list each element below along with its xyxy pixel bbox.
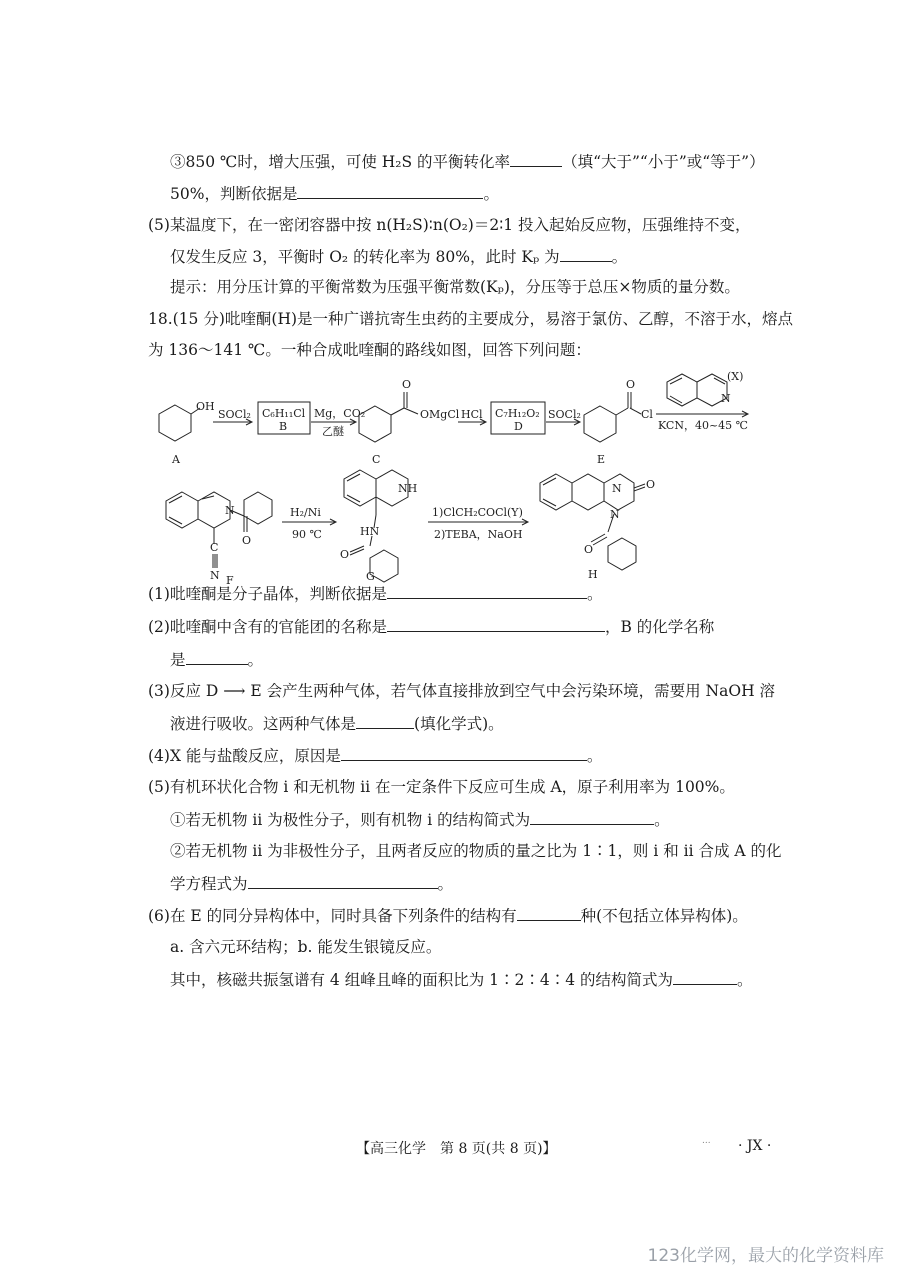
- q18-intro-line2: 为 136～141 ℃。一种合成吡喹酮的路线如图，回答下列问题：: [148, 341, 591, 359]
- q17-hint: 提示：用分压计算的平衡常数为压强平衡常数(Kₚ)，分压等于总压×物质的量分数。: [170, 278, 740, 296]
- q18-sub3-line2: 液进行吸收。这两种气体是 (填化学式)。: [170, 712, 504, 735]
- page-footer: 【高三化学 第 8 页(共 8 页)】: [356, 1141, 557, 1157]
- box-B-formula: C₆H₁₁Cl: [262, 407, 306, 420]
- q18-sub1: (1)吡喹酮是分子晶体，判断依据是 。: [148, 582, 602, 605]
- label-n-H-1: N: [612, 482, 622, 495]
- label-o-H: O: [584, 543, 594, 556]
- answer-blank[interactable]: [560, 245, 612, 262]
- q18-sub6-line1: (6)在 E 的同分异构体中，同时具备下列条件的结构有 种(不包括立体异构体)。: [148, 904, 748, 927]
- reagent-hcl: HCl: [461, 408, 483, 421]
- label-c-F: C: [210, 541, 219, 554]
- q17-part3-line1: ③850 ℃时，增大压强，可使 H₂S 的平衡转化率 （填“大于”“小于”或“等于”）: [170, 150, 765, 173]
- footer-code: · JX ·: [738, 1138, 772, 1154]
- label-F: F: [226, 574, 234, 585]
- q18-sub5: (5)有机环状化合物 ⅰ 和无机物 ⅱ 在一定条件下反应可生成 A，原子利用率为 100%。: [148, 778, 735, 796]
- reagent-h2ni: H₂/Ni: [290, 506, 321, 519]
- reagent-step2: 2)TEBA，NaOH: [434, 528, 523, 541]
- ring-H-benzo: [540, 474, 572, 510]
- ring-F-benzo: [166, 492, 198, 528]
- label-nh-G: NH: [398, 482, 418, 495]
- q18-sub3-line1: (3)反应 D ⟶ E 会产生两种气体，若气体直接排放到空气中会污染环境，需要用 NaOH 溶: [148, 682, 776, 700]
- label-o-H-ring: O: [646, 478, 656, 491]
- label-o-C: O: [402, 378, 412, 391]
- answer-blank[interactable]: [510, 150, 562, 167]
- label-n-nitrile: N: [210, 569, 220, 582]
- label-o-G: O: [340, 548, 350, 561]
- reagent-socl2-1: SOCl₂: [218, 408, 251, 421]
- q17-part5-line1: (5)某温度下，在一密闭容器中按 n(H₂S)∶n(O₂)＝2∶1 投入起始反应物，压强维持不变，: [148, 216, 751, 234]
- label-H: H: [588, 568, 598, 581]
- ring-H-cyclohexyl: [608, 538, 636, 570]
- label-omgcl: OMgCl: [420, 408, 460, 421]
- label-oh: OH: [196, 400, 215, 413]
- q18-intro-line1: 18.(15 分)吡喹酮(H)是一种广谱抗寄生虫药的主要成分，易溶于氯仿、乙醇，不溶于水，熔点: [148, 310, 794, 328]
- label-cl: Cl: [641, 408, 653, 421]
- q18-sub4: (4)X 能与盐酸反应，原因是 。: [148, 744, 602, 767]
- box-D-formula: C₇H₁₂O₂: [495, 407, 540, 420]
- label-B: B: [279, 420, 288, 433]
- q18-sub6-line3: 其中，核磁共振氢谱有 4 组峰且峰的面积比为 1∶2∶4∶4 的结构简式为 。: [170, 968, 753, 991]
- answer-blank[interactable]: [356, 712, 414, 729]
- q18-sub2-line1: (2)吡喹酮中含有的官能团的名称是 ，B 的化学名称: [148, 615, 714, 638]
- label-o-E: O: [626, 378, 636, 391]
- label-A: A: [172, 453, 180, 466]
- answer-blank[interactable]: [186, 648, 248, 665]
- q18-sub2-line2: 是 。: [170, 648, 263, 671]
- reagent-ether: 乙醚: [322, 425, 344, 438]
- label-n-isoquinoline: N: [721, 392, 731, 405]
- reagent-90c: 90 ℃: [292, 528, 322, 541]
- q18-sub5-1: ①若无机物 ⅱ 为极性分子，则有机物 ⅰ 的结构简式为 。: [170, 808, 670, 831]
- label-o-F: O: [242, 534, 252, 547]
- q18-sub6-conditions: a. 含六元环结构；b. 能发生银镜反应。: [170, 938, 442, 956]
- reagent-kcn: KCN，40~45 ℃: [658, 419, 748, 432]
- answer-blank[interactable]: [387, 582, 587, 599]
- ring-F-cyclohexyl: [244, 492, 272, 524]
- label-C: C: [372, 453, 381, 466]
- label-n-H-2: N: [610, 508, 620, 521]
- answer-blank[interactable]: [341, 744, 587, 761]
- synthesis-scheme: [0, 370, 900, 585]
- reagent-socl2-2: SOCl₂: [548, 408, 581, 421]
- answer-blank[interactable]: [387, 615, 605, 632]
- q17-part5-line2: 仅发生反应 3，平衡时 O₂ 的转化率为 80%，此时 Kₚ 为 。: [170, 245, 627, 268]
- isoquinoline-benzo: [667, 374, 697, 406]
- answer-blank[interactable]: [673, 968, 737, 985]
- q17-part3-line2: 50%，判断依据是 。: [170, 182, 499, 205]
- label-x: (X): [727, 370, 744, 383]
- ring-G-benzo: [344, 470, 376, 506]
- answer-blank[interactable]: [297, 182, 483, 199]
- label-hn-G: HN: [360, 525, 380, 538]
- ring-A: [159, 405, 191, 441]
- watermark: 123化学网，最大的化学资料库: [647, 1246, 884, 1266]
- answer-blank[interactable]: [530, 808, 654, 825]
- reagent-mg-co2: Mg，CO₂: [314, 407, 366, 420]
- label-D: D: [514, 420, 523, 433]
- q18-sub5-2-line1: ②若无机物 ⅱ 为非极性分子，且两者反应的物质的量之比为 1∶1，则 ⅰ 和 ⅱ 合成 A 的化: [170, 842, 782, 860]
- reagent-step1: 1)ClCH₂COCl(Y): [432, 506, 523, 519]
- label-n-F: N: [225, 504, 235, 517]
- answer-blank[interactable]: [517, 904, 581, 921]
- answer-blank[interactable]: [248, 872, 438, 889]
- label-E: E: [597, 453, 606, 466]
- footer-dots: ...: [702, 1136, 711, 1146]
- q18-sub5-2-line2: 学方程式为 。: [170, 872, 453, 895]
- label-G: G: [366, 570, 375, 583]
- ring-E: [584, 406, 616, 442]
